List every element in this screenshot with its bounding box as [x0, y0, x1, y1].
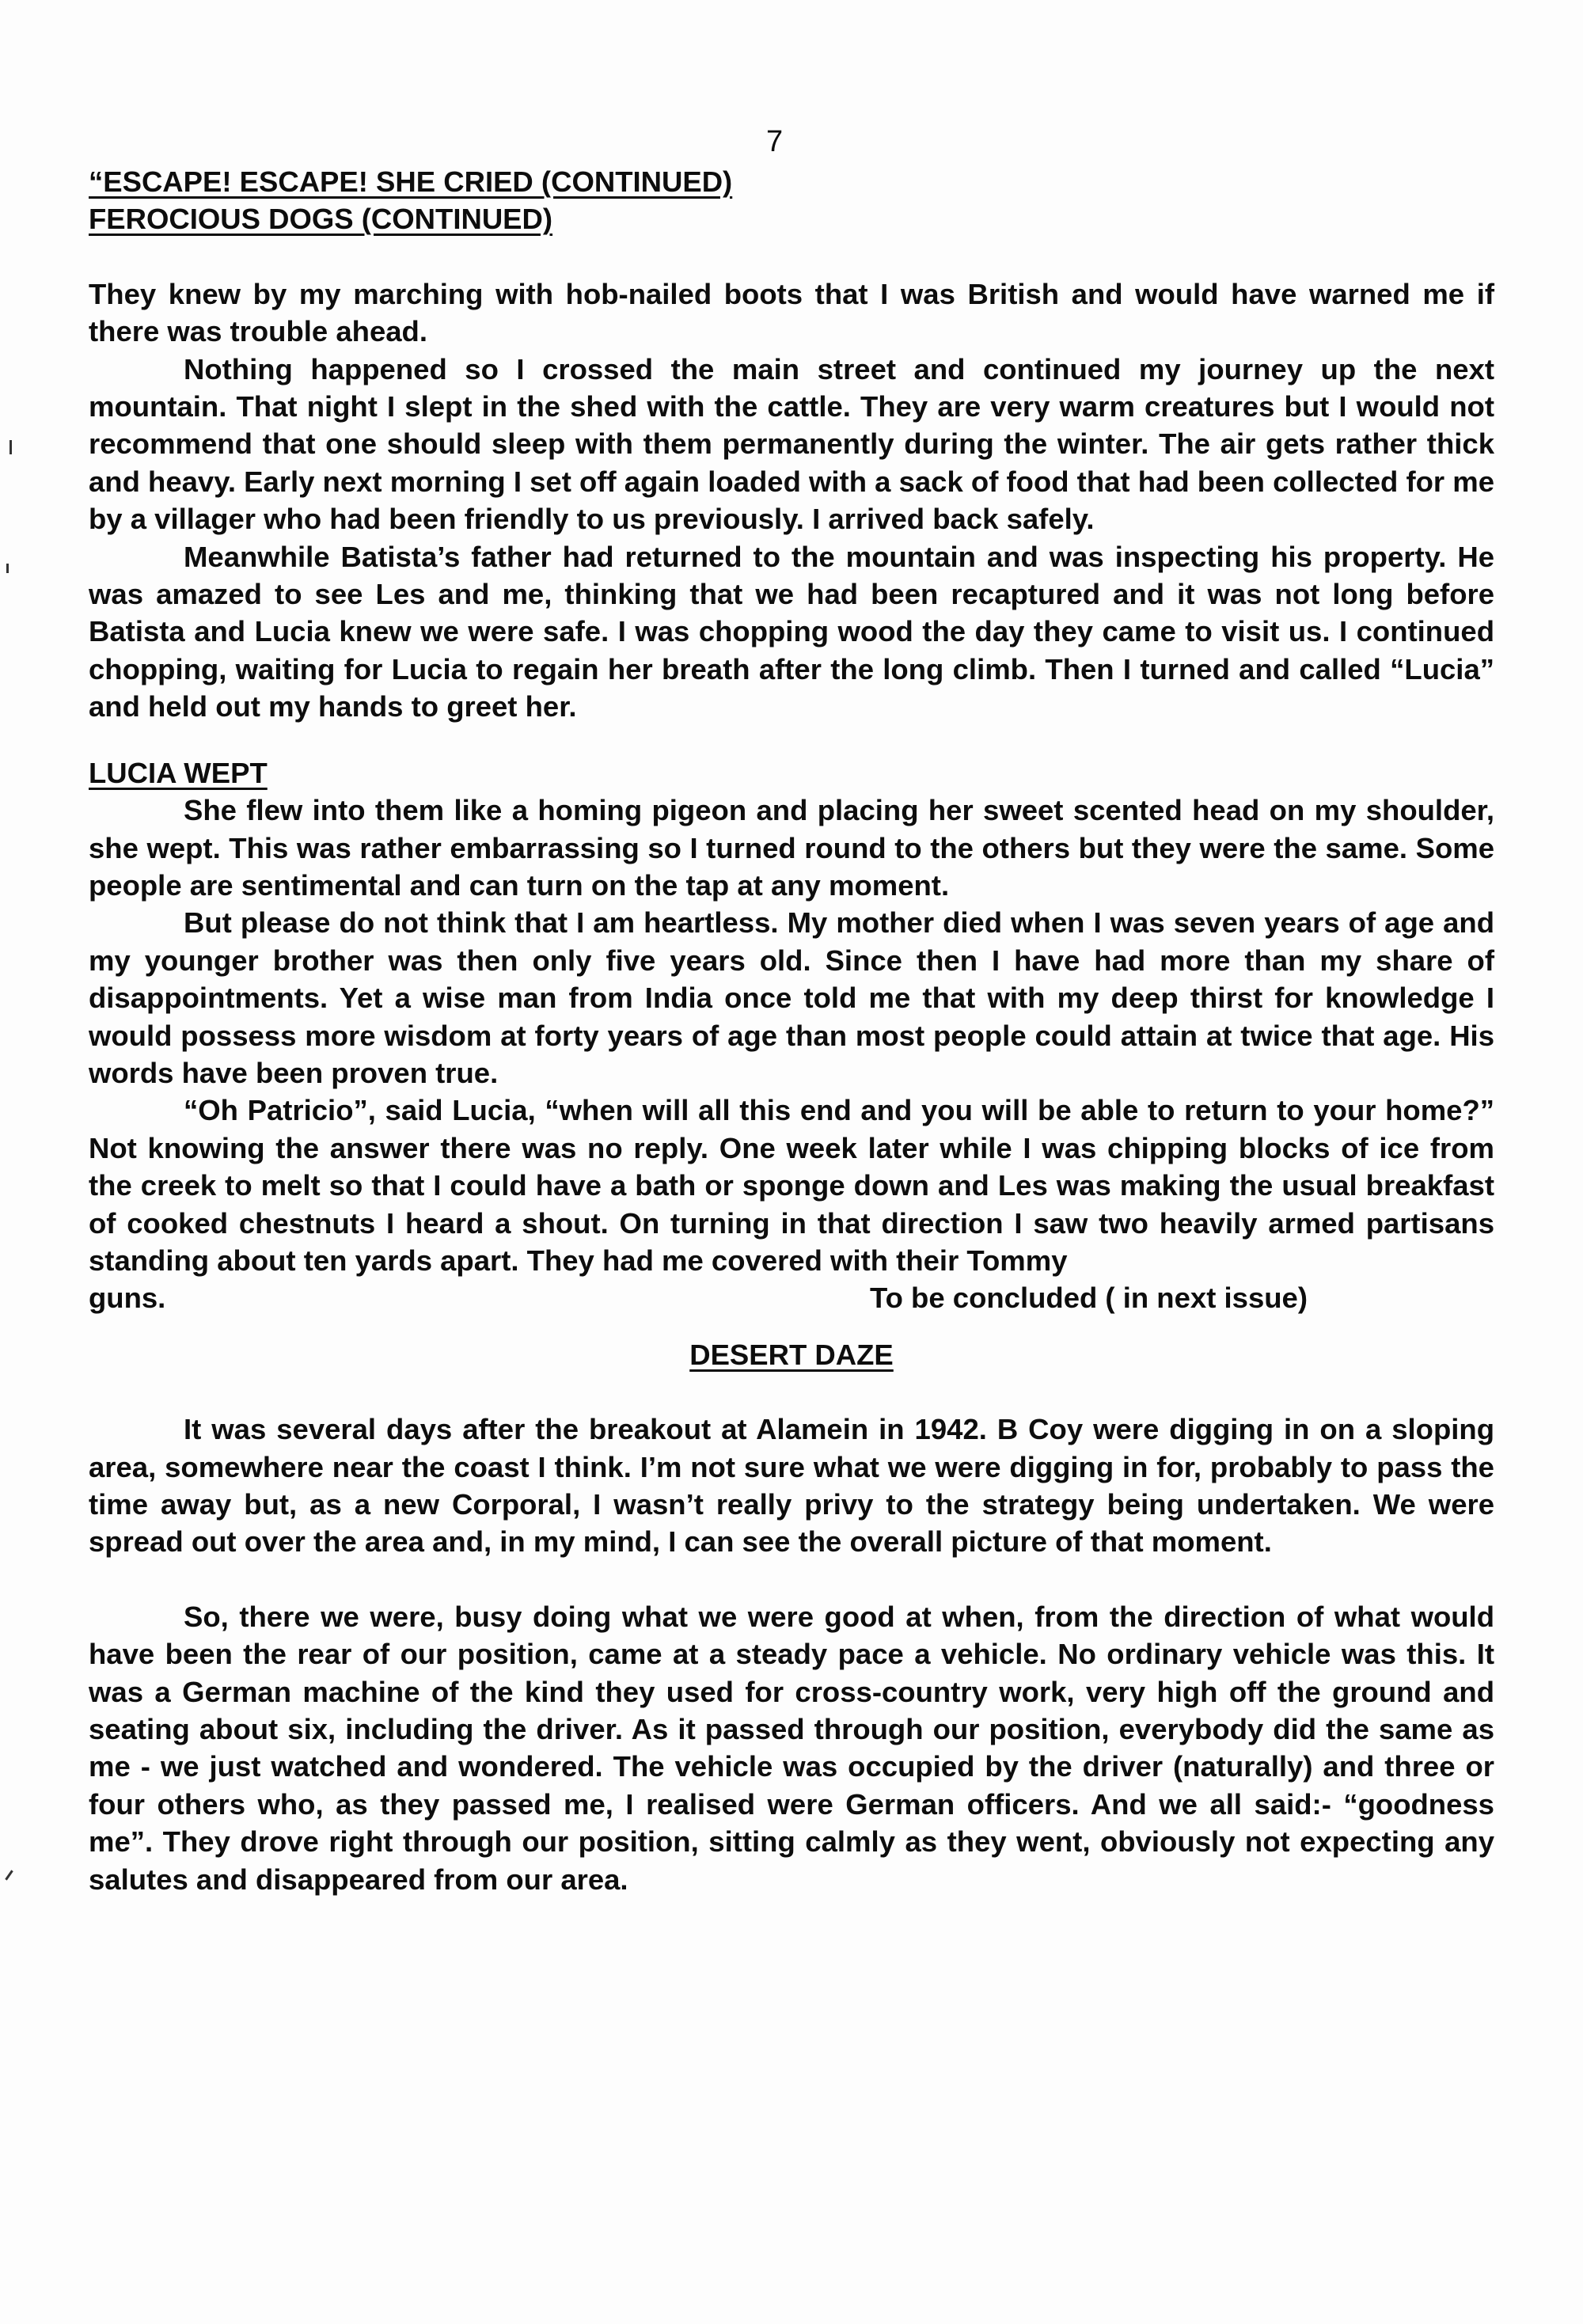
scan-margin-mark	[5, 1870, 13, 1880]
paragraph: It was several days after the breakout at Alamein in 1942. B Coy were digging in on a sloping area, somewhere near the coast I think. I’m not sure what we were digging in for, probably to pass the time away but, as a new Corporal, I wasn’t really privy to the strategy being undertaken. We were spread out over the area and, in my mind, I can see the overall picture of that moment.	[89, 1413, 1494, 1559]
heading-escape: “ESCAPE! ESCAPE! SHE CRIED (CONTINUED)	[89, 165, 733, 198]
paragraph: “Oh Patricio”, said Lucia, “when will all this end and you will be able to return to your home?” Not knowing the answer there was no reply. One week later while I was chipping blocks of ice from the creek to melt so that I could have a bath or sponge down and Les was making the usual breakfast of cooked chestnuts I heard a shout. On turning in that direction I saw two heavily armed partisans standing about ten yards apart. They had me covered with their Tommy	[89, 1094, 1494, 1277]
paragraph: But please do not think that I am heartless. My mother died when I was seven years of age and my younger brother was then only five years old. Since then I have had more than my share of disappointments. Yet a wise man from India once told me that with my deep thirst for knowledge I would possess more wisdom at forty years of age than most people could attain at twice that age. His words have been proven true.	[89, 906, 1494, 1089]
paragraph: They knew by my marching with hob-nailed boots that I was British and would have warned me if there was trouble ahead.	[89, 277, 1494, 348]
spacer	[89, 1317, 1494, 1336]
spacer	[89, 1561, 1494, 1598]
heading-lucia-wept: LUCIA WEPT	[89, 756, 268, 789]
page-number: 7	[766, 125, 784, 158]
scan-margin-mark	[6, 564, 9, 573]
paragraph: Meanwhile Batista’s father had returned to the mountain and was inspecting his property. He was amazed to see Les and me, thinking that we had been recaptured and it was not long before Batista and Lucia knew we were safe. I was chopping wood the day they came to visit us. I continued chopping, waiting for Lucia to regain her breath after the long climb. Then I turned and called “Lucia” and held out my hands to greet her.	[89, 540, 1494, 723]
to-be-concluded-note: To be concluded ( in next issue)	[870, 1282, 1308, 1315]
scan-margin-mark	[9, 440, 12, 454]
spacer	[89, 726, 1494, 754]
continuation-line	[89, 1279, 1494, 1316]
paragraph: So, there we were, busy doing what we were good at when, from the direction of what would have been the rear of our position, came at a steady pace a vehicle. No ordinary vehicle was this. It was a German machine of the kind they used for cross-country work, very high off the ground and seating about six, including the driver. As it passed through our position, everybody did the same as me - we just watched and wondered. The vehicle was occupied by the driver (naturally) and three or four others who, as they passed me, I realised were German officers. And we all said:- “goodness me”. They drove right through our position, sitting calmly as they went, obviously not expecting any salutes and disappeared from our area.	[89, 1600, 1494, 1896]
heading-ferocious-dogs: FEROCIOUS DOGS (CONTINUED)	[89, 203, 553, 236]
paragraph: She flew into them like a homing pigeon and placing her sweet scented head on my shoulder, she wept. This was rather embarrassing so I turned round to the others but they were the same. Some people are sentimental and can turn on the tap at any moment.	[89, 794, 1494, 902]
heading-desert-daze: DESERT DAZE	[689, 1338, 894, 1371]
article-body	[89, 163, 1494, 1898]
spacer	[89, 238, 1494, 275]
spacer	[89, 1373, 1494, 1411]
last-word: guns.	[89, 1282, 166, 1315]
paragraph: Nothing happened so I crossed the main street and continued my journey up the next mountain. That night I slept in the shed with the cattle. They are very warm creatures but I would not recommend that one should sleep with them permanently during the winter. The air gets rather thick and heavy. Early next morning I set off again loaded with a sack of food that had been collected for me by a villager who had been friendly to us previously. I arrived back safely.	[89, 352, 1495, 536]
